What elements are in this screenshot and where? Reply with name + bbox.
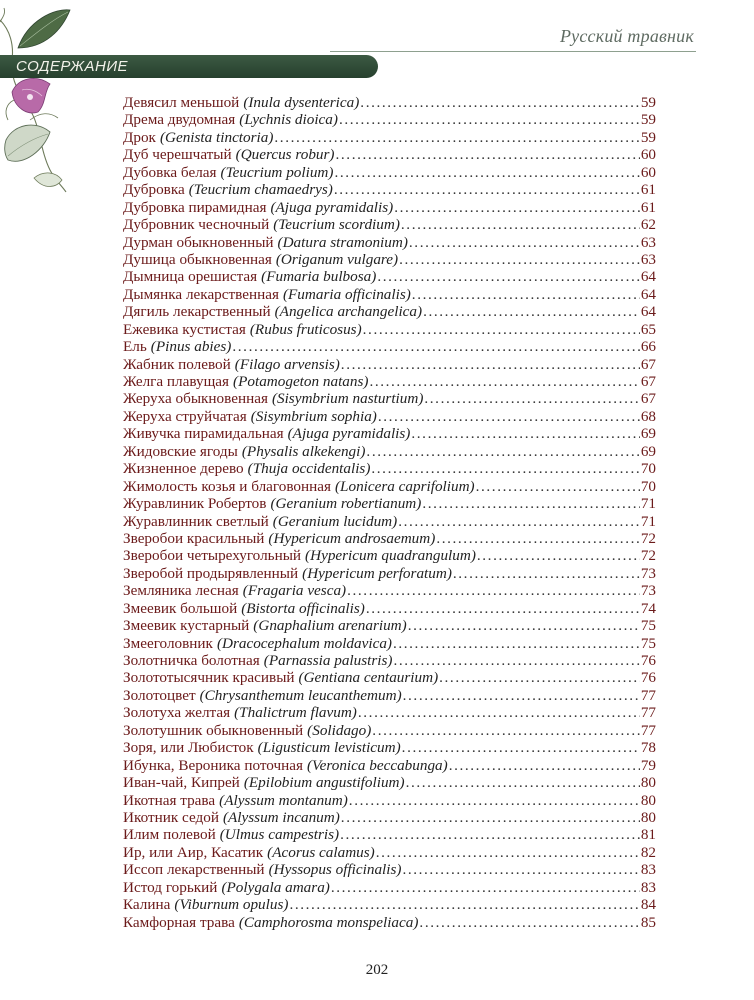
dot-leader: [449, 757, 640, 774]
entry-page-number: 69: [640, 442, 656, 460]
entry-name: Змеевик кустарный: [123, 617, 250, 635]
entry-page-number: 77: [640, 686, 656, 704]
entry-latin-name: (Gentiana centaurium): [298, 669, 439, 687]
entry-page-number: 70: [640, 460, 656, 478]
entry-name: Желга плавущая: [123, 373, 230, 390]
toc-entry: [123, 216, 656, 233]
entry-name: Земляника лесная: [123, 582, 239, 600]
entry-page-number: 59: [640, 111, 656, 129]
entry-page-number: 61: [640, 198, 656, 216]
entry-latin-name: (Alyssum incanum): [222, 808, 340, 826]
entry-latin-name: (Veronica beccabunga): [306, 756, 448, 774]
entry-latin-name: (Alyssum montanum): [219, 791, 348, 809]
toc-entry: [123, 774, 656, 791]
entry-latin-name: (Fumaria bulbosa): [261, 268, 377, 286]
dot-leader: [406, 774, 640, 791]
dot-leader: [436, 530, 640, 547]
toc-entry: [123, 251, 656, 268]
toc-entry: [123, 425, 656, 442]
dot-leader: [411, 425, 639, 442]
dot-leader: [340, 826, 640, 843]
dot-leader: [424, 390, 639, 407]
dot-leader: [360, 94, 640, 111]
lower-leaf: [5, 114, 62, 187]
entry-latin-name: (Teucrium scordium): [273, 216, 400, 234]
entry-page-number: 75: [640, 634, 656, 652]
dot-leader: [331, 879, 640, 896]
entry-page-number: 85: [640, 913, 656, 931]
dot-leader: [232, 338, 639, 355]
dot-leader: [289, 896, 639, 913]
toc-entry: [123, 704, 656, 721]
entry-name: Дымянка лекарственная: [123, 285, 279, 303]
entry-latin-name: (Pinus abies): [150, 338, 232, 356]
dot-leader: [366, 600, 640, 617]
entry-name: Змеевик большой: [123, 599, 238, 617]
dot-leader: [363, 321, 640, 338]
toc-entry: [123, 652, 656, 669]
toc-entry: [123, 687, 656, 704]
section-title: СОДЕРЖАНИЕ: [16, 58, 129, 75]
toc-entry: [123, 861, 656, 878]
entry-page-number: 75: [640, 617, 656, 635]
entry-latin-name: (Ulmus campestris): [219, 826, 340, 844]
entry-latin-name: (Hypericum androsaemum): [268, 529, 436, 547]
dot-leader: [369, 373, 639, 390]
entry-page-number: 73: [640, 564, 656, 582]
dot-leader: [402, 861, 639, 878]
entry-page-number: 62: [640, 216, 656, 234]
entry-page-number: 65: [640, 320, 656, 338]
entry-page-number: 59: [640, 94, 656, 111]
entry-page-number: 70: [640, 477, 656, 495]
entry-latin-name: (Hyssopus officinalis): [268, 861, 402, 879]
entry-latin-name: (Bistorta officinalis): [241, 599, 365, 617]
entry-page-number: 80: [640, 791, 656, 809]
toc-entry: [123, 111, 656, 128]
toc-entry: [123, 478, 656, 495]
toc-entry: [123, 234, 656, 251]
entry-page-number: 72: [640, 529, 656, 547]
toc-entry: [123, 199, 656, 216]
entry-latin-name: (Physalis alkekengi): [241, 442, 366, 460]
entry-latin-name: (Polygala amara): [221, 878, 330, 896]
entry-name: Дубровник чесночный: [123, 216, 270, 234]
dot-leader: [422, 495, 640, 512]
entry-name: Золотничка болотная: [123, 652, 260, 669]
entry-latin-name: (Filago arvensis): [234, 355, 340, 373]
dot-leader: [439, 669, 640, 686]
dot-leader: [358, 704, 640, 721]
entry-name: Зоря, или Любисток: [123, 739, 254, 757]
toc-entry: [123, 669, 656, 686]
entry-latin-name: (Epilobium angustifolium): [243, 774, 405, 792]
dot-leader: [339, 111, 640, 128]
entry-latin-name: (Viburnum opulus): [174, 896, 289, 914]
entry-page-number: 83: [640, 878, 656, 896]
dot-leader: [477, 547, 640, 564]
entry-page-number: 83: [640, 861, 656, 879]
toc-entry: [123, 129, 656, 146]
dot-leader: [394, 199, 640, 216]
toc-entry: [123, 914, 656, 931]
entry-latin-name: (Origanum vulgare): [275, 250, 399, 268]
entry-page-number: 76: [640, 669, 656, 687]
dot-leader: [376, 844, 640, 861]
dot-leader: [423, 303, 640, 320]
entry-name: Жидовские ягоды: [123, 442, 238, 460]
entry-name: Золотоцвет: [123, 686, 196, 704]
entry-page-number: 84: [640, 896, 656, 914]
entry-latin-name: (Lychnis dioica): [239, 111, 338, 129]
entry-latin-name: (Sisymbrium nasturtium): [271, 390, 424, 408]
entry-page-number: 60: [640, 163, 656, 181]
toc-entry: [123, 722, 656, 739]
dot-leader: [366, 443, 639, 460]
toc-entry: [123, 757, 656, 774]
entry-name: Ир, или Аир, Касатик: [123, 843, 264, 861]
entry-page-number: 73: [640, 582, 656, 600]
dot-leader: [408, 617, 640, 634]
dot-leader: [378, 408, 640, 425]
entry-name: Калина: [123, 896, 171, 914]
dot-leader: [403, 687, 640, 704]
entry-page-number: 67: [640, 390, 656, 408]
dot-leader: [349, 792, 640, 809]
entry-name: Дрема двудомная: [123, 111, 236, 129]
entry-page-number: 74: [640, 599, 656, 617]
entry-name: Дуб черешчатый: [123, 146, 232, 164]
entry-name: Жимолость козья и благовонная: [123, 477, 331, 495]
toc-entry: [123, 896, 656, 913]
entry-latin-name: (Gnaphalium arenarium): [253, 617, 407, 635]
dot-leader: [377, 268, 640, 285]
dot-leader: [402, 739, 640, 756]
toc-entry: [123, 146, 656, 163]
entry-latin-name: (Fumaria officinalis): [282, 285, 411, 303]
entry-page-number: 60: [640, 146, 656, 164]
toc-entry: [123, 460, 656, 477]
entry-latin-name: (Quercus robur): [235, 146, 335, 164]
toc-entry: [123, 792, 656, 809]
botanical-illustration: [0, 0, 80, 200]
toc-entry: [123, 635, 656, 652]
entry-latin-name: (Rubus fruticosus): [249, 320, 362, 338]
entry-name: Жабник полевой: [123, 355, 231, 373]
toc-entry: [123, 164, 656, 181]
dot-leader: [412, 286, 640, 303]
entry-name: Дымница орешистая: [123, 268, 258, 286]
entry-page-number: 63: [640, 233, 656, 251]
entry-page-number: 77: [640, 721, 656, 739]
entry-page-number: 71: [640, 495, 656, 513]
entry-latin-name: (Chrysanthemum leucanthemum): [199, 686, 402, 704]
toc-entry: [123, 826, 656, 843]
toc-entry: [123, 879, 656, 896]
entry-page-number: 66: [640, 338, 656, 356]
entry-name: Дубовка белая: [123, 163, 217, 181]
entry-latin-name: (Lonicera caprifolium): [334, 477, 475, 495]
toc-entry: [123, 582, 656, 599]
dot-leader: [393, 652, 639, 669]
entry-page-number: 64: [640, 268, 656, 286]
entry-latin-name: (Genista tinctoria): [159, 128, 274, 146]
entry-latin-name: (Thuja occidentalis): [247, 460, 371, 478]
toc-entry: [123, 565, 656, 582]
dot-leader: [419, 914, 639, 931]
dot-leader: [401, 216, 640, 233]
entry-latin-name: (Geranium lucidum): [272, 512, 398, 530]
toc-entry: [123, 286, 656, 303]
entry-page-number: 82: [640, 843, 656, 861]
entry-page-number: 80: [640, 774, 656, 792]
dot-leader: [336, 146, 640, 163]
entry-name: Жизненное дерево: [123, 460, 244, 478]
entry-latin-name: (Geranium robertianum): [270, 495, 422, 513]
entry-name: Дурман обыкновенный: [123, 233, 274, 251]
table-of-contents: [123, 94, 656, 931]
dot-leader: [341, 356, 640, 373]
entry-name: Зверобои четырехугольный: [123, 547, 302, 565]
page-number: 202: [365, 962, 389, 978]
entry-name: Журавлиник Робертов: [123, 495, 267, 513]
toc-entry: [123, 94, 656, 111]
dot-leader: [334, 181, 640, 198]
entry-name: Ибунка, Вероника поточная: [123, 756, 303, 774]
entry-latin-name: (Teucrium chamaedrys): [188, 181, 333, 199]
entry-latin-name: (Sisymbrium sophia): [250, 407, 377, 425]
entry-page-number: 67: [640, 373, 656, 390]
section-banner: [0, 55, 378, 78]
toc-entry: [123, 321, 656, 338]
toc-entry: [123, 303, 656, 320]
dot-leader: [274, 129, 639, 146]
entry-page-number: 80: [640, 808, 656, 826]
dot-leader: [372, 722, 640, 739]
entry-latin-name: (Hypericum quadrangulum): [305, 547, 476, 565]
entry-latin-name: (Hypericum perforatum): [302, 564, 452, 582]
toc-entry: [123, 181, 656, 198]
entry-latin-name: (Solidago): [307, 721, 372, 739]
entry-latin-name: (Ajuga pyramidalis): [287, 425, 411, 443]
entry-page-number: 77: [640, 704, 656, 722]
entry-name: Девясил меньшой: [123, 94, 240, 111]
dot-leader: [341, 809, 640, 826]
entry-name: Ежевика кустистая: [123, 320, 246, 338]
dot-leader: [476, 478, 640, 495]
entry-name: Жеруха струйчатая: [123, 407, 247, 425]
toc-entry: [123, 600, 656, 617]
entry-name: Илим полевой: [123, 826, 216, 844]
entry-name: Дрок: [123, 128, 156, 146]
entry-name: Икотная трава: [123, 791, 216, 809]
entry-name: Дягиль лекарственный: [123, 303, 271, 321]
toc-entry: [123, 356, 656, 373]
entry-name: Душица обыкновенная: [123, 250, 272, 268]
entry-name: Иссоп лекарственный: [123, 861, 265, 879]
entry-name: Золототысячник красивый: [123, 669, 295, 687]
entry-page-number: 81: [640, 826, 656, 844]
entry-name: Ель: [123, 338, 147, 356]
entry-name: Дубровка: [123, 181, 185, 199]
book-title: Русский травник: [559, 26, 694, 46]
dot-leader: [409, 234, 640, 251]
entry-page-number: 76: [640, 652, 656, 669]
toc-entry: [123, 513, 656, 530]
entry-latin-name: (Angelica archangelica): [274, 303, 423, 321]
toc-entry: [123, 408, 656, 425]
toc-entry: [123, 373, 656, 390]
entry-page-number: 71: [640, 512, 656, 530]
dot-leader: [453, 565, 640, 582]
entry-name: Жеруха обыкновенная: [123, 390, 268, 408]
entry-latin-name: (Acorus calamus): [267, 843, 375, 861]
dot-leader: [399, 251, 640, 268]
entry-page-number: 61: [640, 181, 656, 199]
toc-entry: [123, 617, 656, 634]
entry-name: Дубровка пирамидная: [123, 198, 267, 216]
entry-name: Истод горький: [123, 878, 218, 896]
entry-page-number: 69: [640, 425, 656, 443]
toc-entry: [123, 844, 656, 861]
top-leaf: [18, 10, 70, 48]
entry-page-number: 72: [640, 547, 656, 565]
toc-entry: [123, 809, 656, 826]
entry-name: Живучка пирамидальная: [123, 425, 284, 443]
header-rule: [330, 51, 696, 52]
dot-leader: [347, 582, 640, 599]
toc-entry: [123, 547, 656, 564]
entry-name: Камфорная трава: [123, 913, 235, 931]
entry-page-number: 78: [640, 739, 656, 757]
entry-name: Золотуха желтая: [123, 704, 231, 722]
toc-entry: [123, 268, 656, 285]
entry-latin-name: (Thalictrum flavum): [234, 704, 357, 722]
entry-latin-name: (Fragaria vesca): [242, 582, 347, 600]
entry-page-number: 59: [640, 128, 656, 146]
entry-latin-name: (Camphorosma monspeliaca): [238, 913, 419, 931]
entry-page-number: 79: [640, 756, 656, 774]
entry-latin-name: (Datura stramonium): [277, 233, 408, 251]
entry-name: Зверобой продырявленный: [123, 564, 299, 582]
entry-latin-name: (Parnassia palustris): [263, 652, 393, 669]
entry-page-number: 64: [640, 303, 656, 321]
entry-page-number: 63: [640, 250, 656, 268]
entry-latin-name: (Potamogeton natans): [233, 373, 369, 390]
dot-leader: [398, 513, 640, 530]
toc-entry: [123, 390, 656, 407]
dot-leader: [371, 460, 639, 477]
toc-entry: [123, 495, 656, 512]
entry-name: Икотник седой: [123, 808, 219, 826]
entry-latin-name: (Ligusticum levisticum): [257, 739, 401, 757]
entry-name: Змееголовник: [123, 634, 213, 652]
entry-name: Золотушник обыкновенный: [123, 721, 304, 739]
toc-entry: [123, 443, 656, 460]
entry-latin-name: (Inula dysenterica): [243, 94, 360, 111]
dot-leader: [393, 635, 640, 652]
toc-entry: [123, 739, 656, 756]
entry-latin-name: (Dracocephalum moldavica): [216, 634, 392, 652]
entry-latin-name: (Ajuga pyramidalis): [270, 198, 394, 216]
entry-name: Иван-чай, Кипрей: [123, 774, 240, 792]
entry-latin-name: (Teucrium polium): [220, 163, 334, 181]
entry-name: Журавлинник светлый: [123, 512, 269, 530]
toc-entry: [123, 530, 656, 547]
entry-page-number: 64: [640, 285, 656, 303]
entry-name: Зверобои красильный: [123, 529, 265, 547]
entry-page-number: 67: [640, 355, 656, 373]
entry-page-number: 68: [640, 407, 656, 425]
toc-entry: [123, 338, 656, 355]
dot-leader: [334, 164, 639, 181]
